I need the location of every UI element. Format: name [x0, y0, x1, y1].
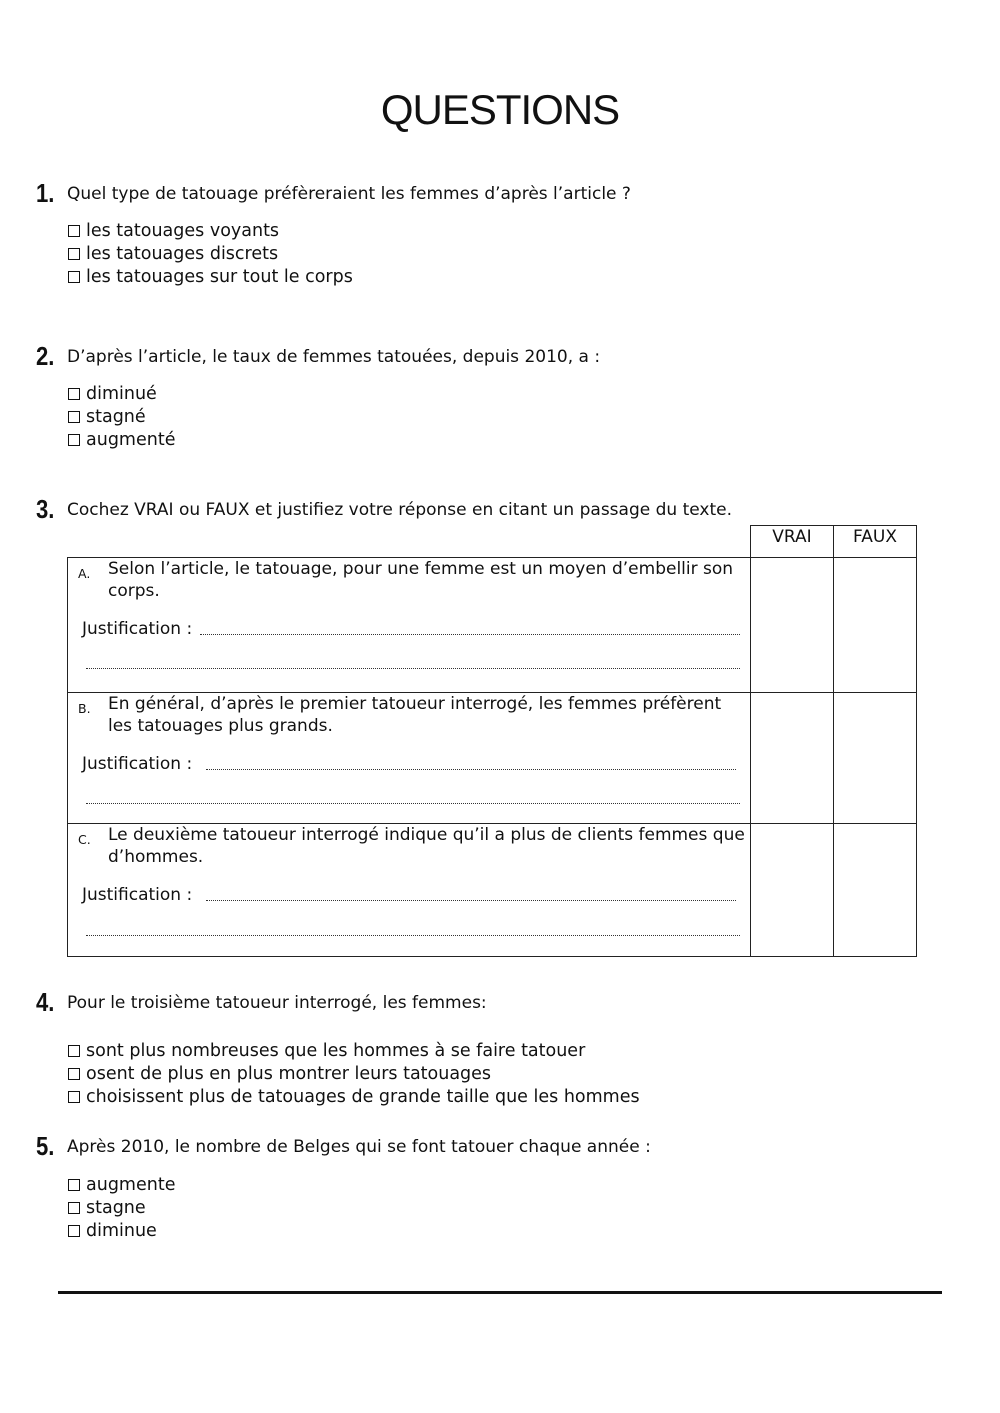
option-item[interactable]: [68, 1086, 640, 1109]
option-item[interactable]: [68, 1063, 640, 1086]
option-label: stagne: [86, 1198, 146, 1218]
true-checkbox-cell[interactable]: [750, 823, 834, 957]
statement-letter: B.: [78, 701, 91, 716]
question-text: Après 2010, le nombre de Belges qui se font tatouer chaque année :: [67, 1137, 651, 1157]
option-label: les tatouages voyants: [86, 221, 280, 241]
question-number: 1.: [36, 178, 55, 208]
checkbox[interactable]: [68, 271, 80, 283]
answer-line[interactable]: [86, 803, 740, 804]
option-label: diminué: [86, 384, 157, 404]
page-title: QUESTIONS: [380, 86, 620, 133]
checkbox[interactable]: [68, 388, 80, 400]
option-item[interactable]: [68, 1174, 175, 1197]
option-item[interactable]: [68, 266, 353, 289]
option-item[interactable]: [68, 383, 175, 406]
option-label: osent de plus en plus montrer leurs tatouages: [86, 1064, 492, 1084]
true-false-table: [67, 525, 917, 957]
checkbox[interactable]: [68, 1091, 80, 1103]
option-item[interactable]: [68, 1197, 175, 1220]
answer-line[interactable]: [206, 769, 736, 770]
option-label: sont plus nombreuses que les hommes à se faire tatouer: [86, 1041, 586, 1061]
statement-cell: [67, 692, 751, 824]
column-header-false: FAUX: [833, 525, 917, 558]
table-row: [67, 692, 917, 824]
option-label: augmenté: [86, 430, 176, 450]
option-item[interactable]: [68, 243, 353, 266]
answer-line[interactable]: [86, 935, 740, 936]
option-label: stagné: [86, 407, 146, 427]
question-text: Pour le troisième tatoueur interrogé, les femmes:: [67, 993, 487, 1013]
statement-text: Selon l’article, le tatouage, pour une femme est un moyen d’embellir son corps.: [108, 559, 734, 601]
answer-line[interactable]: [206, 900, 736, 901]
false-checkbox-cell[interactable]: [833, 823, 917, 957]
justification-label: Justification :: [82, 885, 193, 905]
question-text: Cochez VRAI ou FAUX et justifiez votre réponse en citant un passage du texte.: [67, 500, 732, 520]
option-item[interactable]: [68, 1040, 640, 1063]
checkbox[interactable]: [68, 1045, 80, 1057]
table-row: [67, 823, 917, 957]
statement-letter: A.: [78, 566, 91, 581]
statement-cell: [67, 557, 751, 693]
true-checkbox-cell[interactable]: [750, 557, 834, 693]
option-item[interactable]: [68, 220, 353, 243]
question-number: 2.: [36, 341, 55, 371]
statement-text: Le deuxième tatoueur interrogé indique qu’il a plus de clients femmes que d’hommes.: [108, 825, 745, 867]
checkbox[interactable]: [68, 1179, 80, 1191]
checkbox[interactable]: [68, 1225, 80, 1237]
checkbox[interactable]: [68, 1068, 80, 1080]
checkbox[interactable]: [68, 434, 80, 446]
question-text: D’après l’article, le taux de femmes tatouées, depuis 2010, a :: [67, 347, 601, 367]
option-label: les tatouages sur tout le corps: [86, 267, 353, 287]
justification-label: Justification :: [82, 619, 193, 639]
statement-cell: [67, 823, 751, 957]
false-checkbox-cell[interactable]: [833, 557, 917, 693]
checkbox[interactable]: [68, 1202, 80, 1214]
question-1-options: [68, 220, 353, 289]
option-label: augmente: [86, 1175, 176, 1195]
column-header-true: VRAI: [750, 525, 834, 558]
bottom-divider: [58, 1291, 942, 1294]
table-row: [67, 557, 917, 693]
option-label: diminue: [86, 1221, 157, 1241]
question-number: 3.: [36, 494, 55, 524]
justification-label: Justification :: [82, 754, 193, 774]
question-4-options: [68, 1040, 640, 1109]
option-item[interactable]: [68, 429, 175, 452]
option-item[interactable]: [68, 1220, 175, 1243]
checkbox[interactable]: [68, 248, 80, 260]
question-2-options: [68, 383, 175, 452]
question-text: Quel type de tatouage préfèreraient les femmes d’après l’article ?: [67, 184, 631, 204]
question-5-options: [68, 1174, 175, 1243]
option-label: les tatouages discrets: [86, 244, 279, 264]
option-label: choisissent plus de tatouages de grande taille que les hommes: [86, 1087, 640, 1107]
statement-text: En général, d’après le premier tatoueur interrogé, les femmes préfèrent les tatouages plus grands.: [108, 694, 722, 736]
true-checkbox-cell[interactable]: [750, 692, 834, 824]
checkbox[interactable]: [68, 225, 80, 237]
option-item[interactable]: [68, 406, 175, 429]
question-number: 4.: [36, 987, 55, 1017]
checkbox[interactable]: [68, 411, 80, 423]
question-number: 5.: [36, 1131, 55, 1161]
answer-line[interactable]: [86, 668, 740, 669]
statement-letter: C.: [78, 832, 91, 847]
false-checkbox-cell[interactable]: [833, 692, 917, 824]
answer-line[interactable]: [200, 634, 740, 635]
